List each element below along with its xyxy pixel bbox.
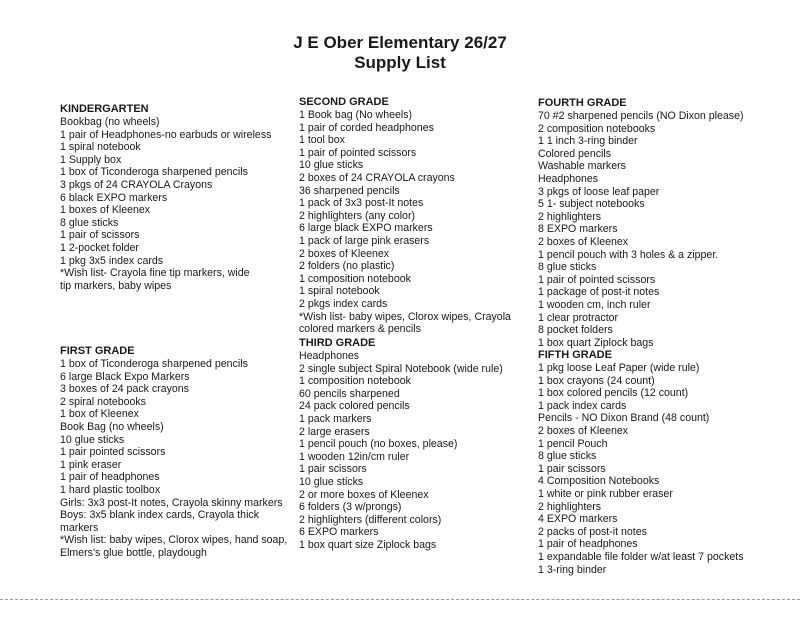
supply-item: 2 folders (no plastic) [299,260,395,273]
supply-item: 2 spiral notebooks [60,395,146,408]
supply-list [60,116,271,292]
supply-item: 1 composition notebook [299,375,411,388]
supply-item: Book Bag (no wheels) [60,420,164,433]
supply-item: 2 highlighters [538,500,602,513]
supply-item: 8 glue sticks [60,216,119,229]
supply-item: 1 wooden 12in/cm ruler [299,450,410,463]
supply-item: 1 box quart Ziplock bags [538,336,654,349]
supply-item: 1 pack of large pink erasers [299,234,430,247]
supply-item: 1 pack markers [299,412,372,425]
supply-item: 2 highlighters (any color) [299,209,415,222]
kindergarten-section [60,103,271,292]
supply-item: 1 clear protractor [538,311,619,324]
section-heading: FOURTH GRADE [538,97,627,109]
supply-list [60,358,287,560]
supply-item: 1 pair of headphones [538,538,638,551]
page-title: J E Ober Elementary 26/27 [293,33,507,52]
supply-item: 10 glue sticks [299,159,364,172]
supply-item: markers [60,521,99,534]
supply-list [538,110,744,349]
supply-item: 1 composition notebook [299,272,411,285]
supply-item: 1 wooden cm, inch ruler [538,298,651,311]
second-grade-section [299,96,511,336]
supply-item: 8 glue sticks [538,450,597,463]
supply-item: 1 pink eraser [60,458,122,471]
supply-item: *Wish list- baby wipes, Clorox wipes, Crayola [299,310,511,323]
supply-item: 1 pair of pointed scissors [299,146,417,159]
supply-item: Bookbag (no wheels) [60,116,160,128]
page-subtitle: Supply List [354,53,446,72]
supply-item: 3 pkgs of loose leaf paper [538,185,660,198]
supply-list [299,109,511,336]
supply-item: 1 pack index cards [538,399,627,412]
supply-list [538,362,744,576]
supply-item: Boys: 3x5 blank index cards, Crayola thick [60,509,260,522]
supply-item: 8 glue sticks [538,261,597,274]
supply-item: 2 large erasers [299,425,370,438]
supply-item: 1 2-pocket folder [60,241,139,254]
supply-item: 8 pocket folders [538,324,613,337]
supply-item: 1 pair of scissors [60,229,140,242]
supply-item: 1 hard plastic toolbox [60,483,161,496]
supply-item: 2 highlighters [538,210,602,223]
supply-item: Girls: 3x3 post-It notes, Crayola skinny markers [60,496,283,509]
fourth-grade-section [538,97,744,349]
supply-item: 1 box of Kleenex [60,408,139,421]
supply-item: 1 pack of 3x3 post-It notes [299,197,424,210]
supply-item: 3 pkgs of 24 CRAYOLA Crayons [60,178,213,191]
supply-item: 3 boxes of 24 pack crayons [60,383,189,396]
supply-item: 1 expandable file folder w/at least 7 pockets [538,550,744,563]
supply-item: 1 pair of headphones [60,471,160,484]
supply-item: 1 pencil pouch with 3 holes & a zipper. [538,248,719,261]
supply-item: 1 box crayons (24 count) [538,374,655,387]
supply-item: Elmers's glue bottle, playdough [60,546,207,559]
supply-item: 2 boxes of Kleenex [538,235,629,248]
supply-item: 70 #2 sharpened pencils (NO Dixon please) [538,110,744,122]
supply-item: 4 Composition Notebooks [538,475,660,488]
supply-item: 1 pkg loose Leaf Paper (wide rule) [538,362,700,374]
fifth-grade-section [538,349,744,576]
supply-item: 1 pencil Pouch [538,437,608,450]
supply-item: 8 EXPO markers [538,223,618,236]
section-heading: THIRD GRADE [299,337,376,349]
supply-item: 1 white or pink rubber eraser [538,487,673,500]
supply-item: 1 3-ring binder [538,563,607,576]
supply-item: 1 pair scissors [538,462,606,475]
first-grade-section [60,345,287,560]
supply-list [299,350,503,552]
section-heading: FIRST GRADE [60,345,135,357]
page-bottom-divider [0,599,800,600]
supply-item: 1 tool box [299,134,345,147]
supply-item: 1 box of Ticonderoga sharpened pencils [60,358,248,370]
supply-item: 2 pkgs index cards [299,297,388,310]
supply-item: 1 box of Ticonderoga sharpened pencils [60,166,248,179]
supply-item: 1 boxes of Kleenex [60,204,151,217]
supply-item: 2 composition notebooks [538,122,656,135]
supply-item: 2 or more boxes of Kleenex [299,488,429,501]
supply-item: 24 pack colored pencils [299,400,410,413]
supply-item: *Wish list- Crayola fine tip markers, wide [60,267,250,280]
supply-item: 1 Book bag (No wheels) [299,109,413,121]
supply-item: Headphones [538,172,599,185]
supply-item: 60 pencils sharpened [299,387,400,400]
supply-item: 4 EXPO markers [538,513,618,526]
third-grade-section [299,337,503,552]
supply-item: *Wish list: baby wipes, Clorox wipes, hand soap, [60,534,288,547]
supply-item: 1 spiral notebook [60,141,141,154]
supply-item: 2 boxes of Kleenex [299,247,390,260]
supply-item: Colored pencils [538,147,612,160]
supply-item: 1 pkg 3x5 index cards [60,254,164,267]
supply-item: 10 glue sticks [60,433,125,446]
supply-item: 36 sharpened pencils [299,184,400,197]
supply-item: 1 pair scissors [299,463,367,476]
supply-item: 2 packs of post-it notes [538,525,647,538]
supply-item: Headphones [299,350,360,362]
section-heading: SECOND GRADE [299,96,389,108]
supply-item: 2 single subject Spiral Notebook (wide rule) [299,362,503,375]
section-heading: FIFTH GRADE [538,349,612,361]
supply-item: 1 pair of corded headphones [299,121,434,134]
supply-item: 1 box colored pencils (12 count) [538,387,689,400]
supply-item: 1 pair pointed scissors [60,446,166,459]
supply-item: 2 boxes of Kleenex [538,424,629,437]
supply-item: 1 pencil pouch (no boxes, please) [299,438,458,451]
supply-item: Washable markers [538,160,626,173]
supply-item: Pencils - NO Dixon Brand (48 count) [538,412,710,425]
supply-item: 2 boxes of 24 CRAYOLA crayons [299,171,455,184]
supply-item: colored markers & pencils [299,323,421,336]
supply-item: 6 large black EXPO markers [299,222,433,235]
supply-item: 1 box quart size Ziplock bags [299,538,437,551]
supply-item: 1 pair of pointed scissors [538,273,656,286]
supply-item: 1 spiral notebook [299,285,380,298]
supply-item: 6 folders (3 w/prongs) [299,501,402,514]
supply-item: 1 package of post-it notes [538,286,660,299]
supply-item: 6 black EXPO markers [60,191,168,204]
supply-item: 1 1 inch 3-ring binder [538,135,638,148]
supply-item: 5 1- subject notebooks [538,198,645,211]
supply-item: 6 EXPO markers [299,526,379,539]
supply-item: 1 pair of Headphones-no earbuds or wireless [60,128,272,141]
supply-item: 2 highlighters (different colors) [299,513,442,526]
supply-item: tip markers, baby wipes [60,279,172,292]
supply-item: 6 large Black Expo Markers [60,370,190,383]
section-heading: KINDERGARTEN [60,103,149,115]
supply-item: 10 glue sticks [299,475,364,488]
supply-item: 1 Supply box [60,153,122,166]
